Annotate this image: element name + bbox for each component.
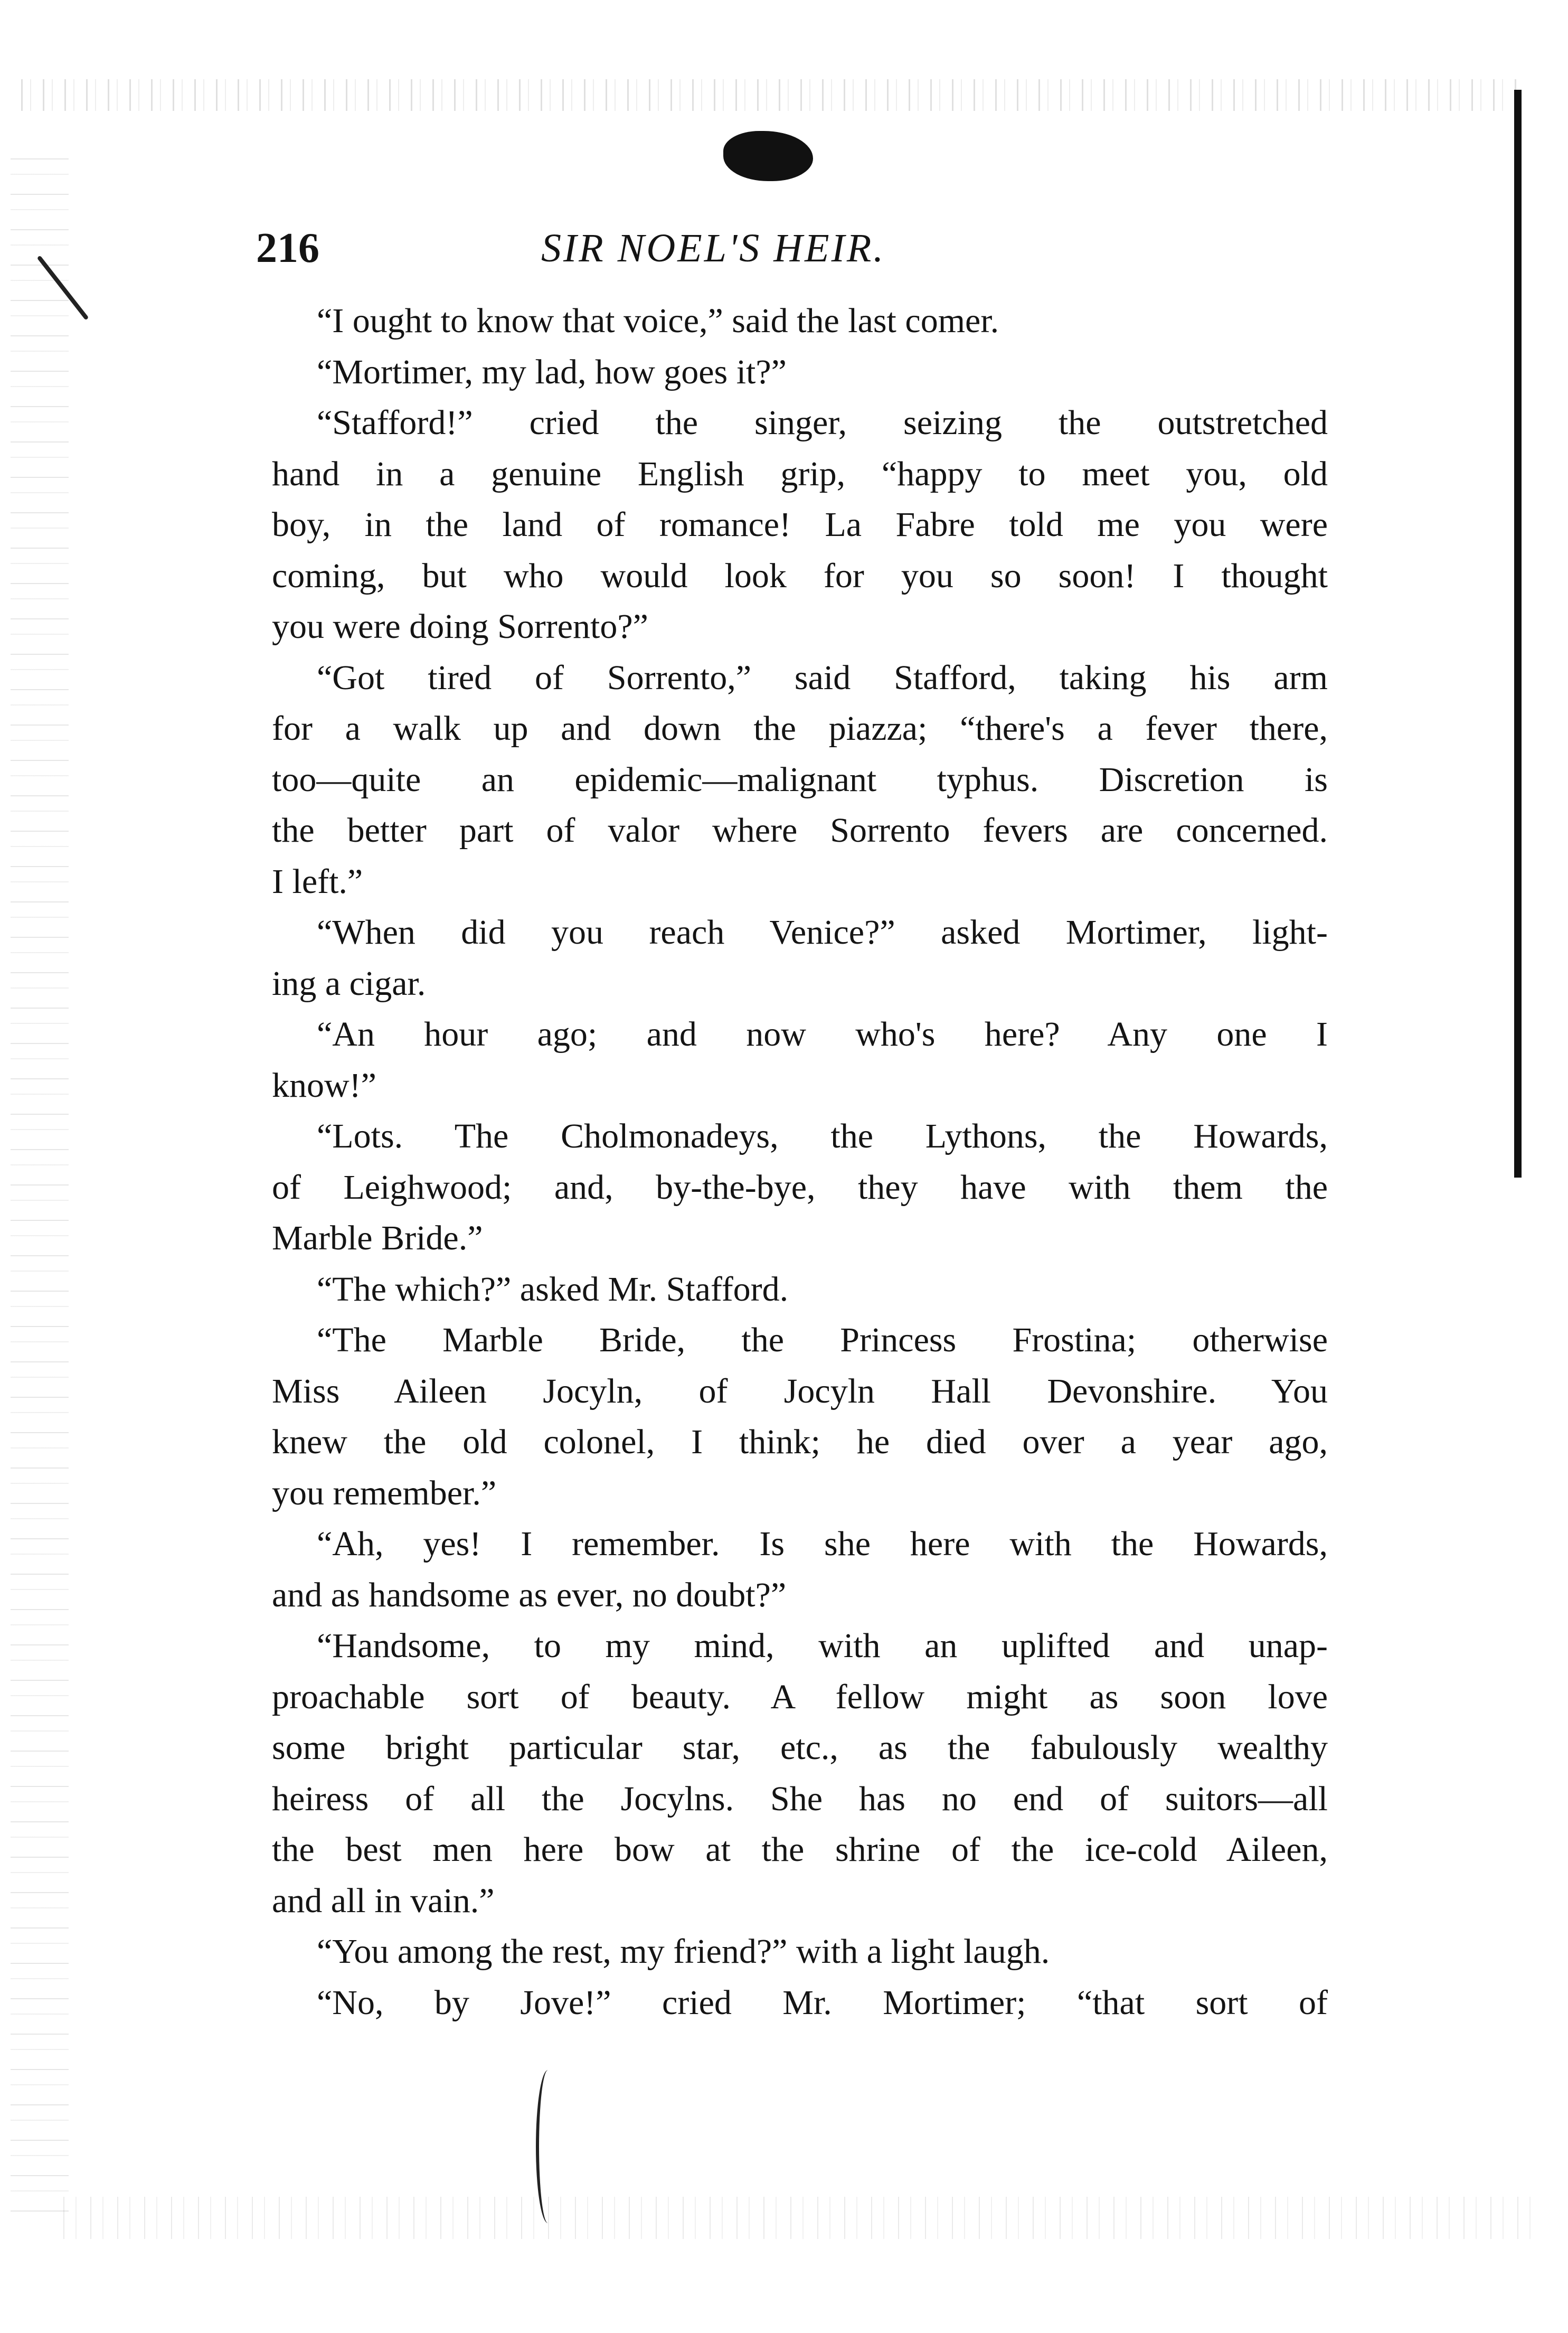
text-line: “The Marble Bride, the Princess Frostina; otherwise xyxy=(317,1321,1328,1359)
text-line: “Mortimer, my lad, how goes it?” xyxy=(317,352,787,391)
text-line: Marble Bride.” xyxy=(272,1219,483,1257)
text-line: of Leighwood; and, by-the-bye, they have with them the xyxy=(272,1168,1328,1207)
binding-edge-shadow xyxy=(1514,90,1522,1178)
text-line: “Got tired of Sorrento,” said Stafford, taking his arm xyxy=(317,658,1328,697)
text-line: and as handsome as ever, no doubt?” xyxy=(272,1575,787,1614)
text-line: Miss Aileen Jocyln, of Jocyln Hall Devonshire. You xyxy=(272,1371,1328,1410)
text-line: and all in vain.” xyxy=(272,1881,495,1920)
text-line: you were doing Sorrento?” xyxy=(272,607,648,646)
text-line: heiress of all the Jocylns. She has no end of suitors—all xyxy=(272,1779,1328,1818)
running-head: SIR NOEL'S HEIR. xyxy=(541,226,886,270)
text-line: hand in a genuine English grip, “happy to meet you, old xyxy=(272,454,1328,493)
bottom-pen-mark xyxy=(536,2070,560,2223)
scan-noise-left xyxy=(11,158,69,2218)
text-line: “Stafford!” cried the singer, seizing the outstretched xyxy=(317,403,1328,442)
scan-noise-bottom xyxy=(63,2197,1531,2239)
text-line: “I ought to know that voice,” said the last comer. xyxy=(317,302,999,340)
text-line: “Handsome, to my mind, with an uplifted and unap- xyxy=(317,1626,1328,1665)
text-line: “Lots. The Cholmonadeys, the Lythons, the Howards, xyxy=(317,1117,1328,1155)
text-line: boy, in the land of romance! La Fabre told me you were xyxy=(272,505,1328,544)
page-number: 216 xyxy=(256,225,319,271)
text-line: the best men here bow at the shrine of the ice-cold Aileen, xyxy=(272,1830,1328,1869)
text-line: I left.” xyxy=(272,862,363,901)
scan-noise-top xyxy=(21,79,1520,111)
text-line: coming, but who would look for you so soon! I thought xyxy=(272,556,1328,595)
text-line: the better part of valor where Sorrento fevers are concerned. xyxy=(272,811,1328,850)
text-line: “The which?” asked Mr. Stafford. xyxy=(317,1269,789,1309)
text-line: knew the old colonel, I think; he died over a year ago, xyxy=(272,1423,1328,1461)
text-line: “An hour ago; and now who's here? Any one I xyxy=(317,1015,1328,1053)
text-line: you remember.” xyxy=(272,1473,497,1512)
text-line: some bright particular star, etc., as the fabulously wealthy xyxy=(272,1728,1328,1767)
text-line: “When did you reach Venice?” asked Mortimer, light- xyxy=(317,913,1328,952)
text-line: proachable sort of beauty. A fellow might as soon love xyxy=(272,1677,1328,1716)
text-line: “No, by Jove!” cried Mr. Mortimer; “that sort of xyxy=(317,1983,1328,2022)
text-line: ing a cigar. xyxy=(272,964,426,1003)
body-text xyxy=(272,296,1328,2028)
text-line: “You among the rest, my friend?” with a light laugh. xyxy=(317,1932,1050,1971)
text-line: know!” xyxy=(272,1066,376,1105)
text-line: “Ah, yes! I remember. Is she here with the Howards, xyxy=(317,1525,1328,1563)
page-header xyxy=(256,222,1328,296)
text-line: for a walk up and down the piazza; “there's a fever there, xyxy=(272,709,1328,748)
ink-smudge xyxy=(723,131,813,181)
text-block xyxy=(256,222,1328,2028)
text-line: too—quite an epidemic—malignant typhus. Discretion is xyxy=(272,760,1328,799)
